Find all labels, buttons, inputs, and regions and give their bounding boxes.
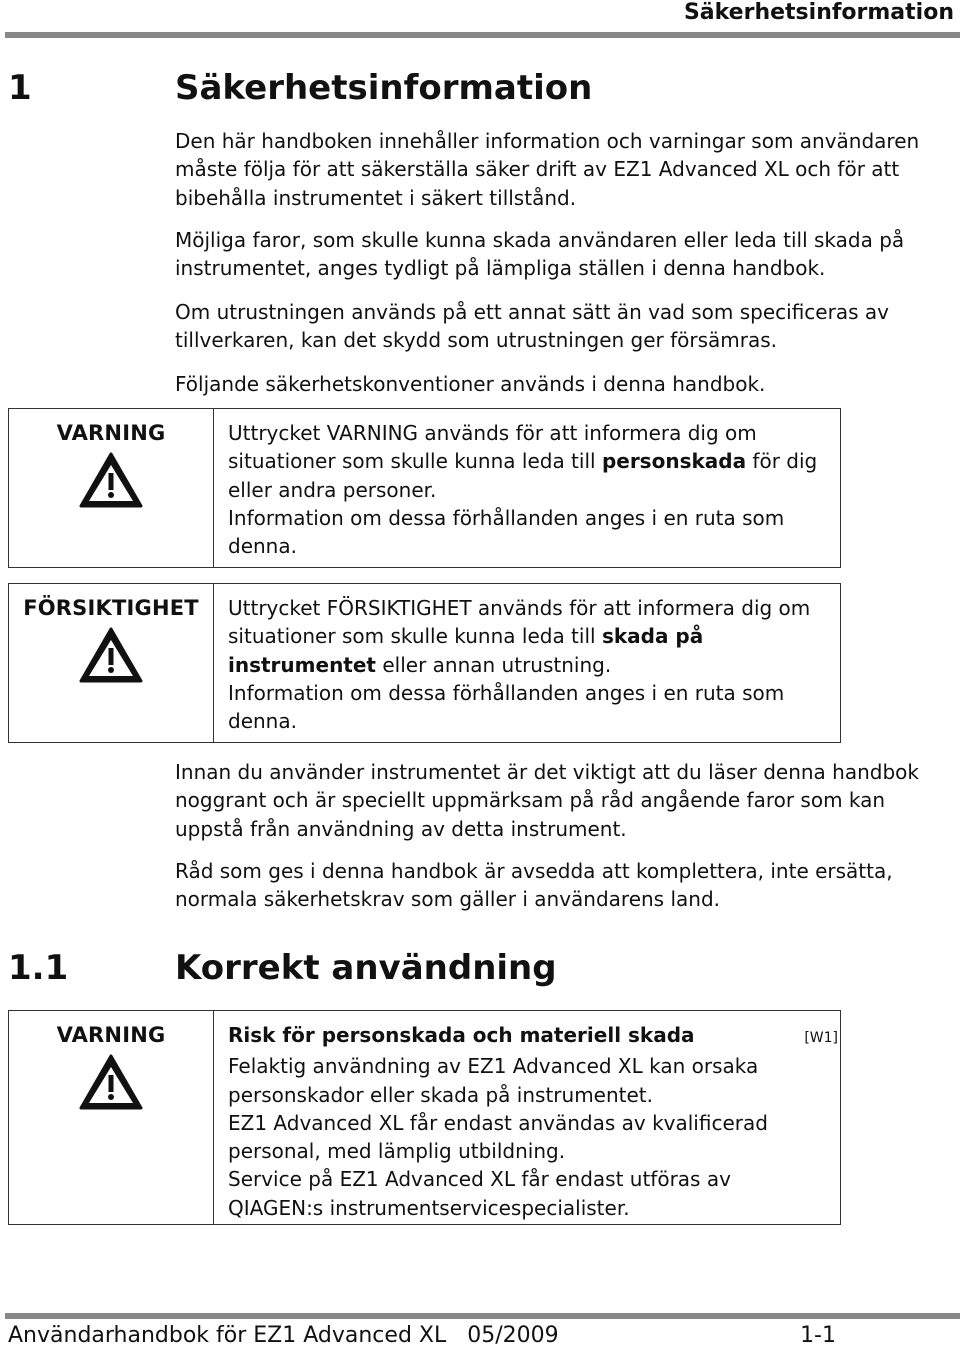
callout-body xyxy=(214,584,840,742)
callout-label-cell xyxy=(9,1011,214,1224)
outro-paragraph: Innan du använder instrumentet är det viktigt att du läser denna handbok noggrant och är speciellt uppmärksam på råd angående faror som kan uppstå från användning av detta instrument. xyxy=(175,760,919,841)
warning-callout xyxy=(8,408,841,568)
callout-label: VARNING xyxy=(56,421,166,445)
warning-triangle-icon xyxy=(78,626,144,684)
intro-paragraph: Möjliga faror, som skulle kunna skada användaren eller leda till skada på instrumentet, anges tydligt på lämpliga ställen i denna handbok. xyxy=(175,228,905,281)
callout-text xyxy=(228,594,828,679)
section-number: 1 xyxy=(8,68,32,108)
callout-line: EZ1 Advanced XL får endast användas av kvalificerad personal, med lämplig utbildning. xyxy=(228,1110,768,1164)
callout-label-cell xyxy=(9,409,214,567)
callout-text-start: Uttrycket VARNING används för att informera dig om situationer som skulle kunna leda till xyxy=(228,421,757,474)
subsection-number: 1.1 xyxy=(8,948,69,988)
callout-note: Information om dessa förhållanden anges i en ruta som denna. xyxy=(228,680,785,734)
callout-line: Felaktig användning av EZ1 Advanced XL kan orsaka personskador eller skada på instrumentet. xyxy=(228,1054,759,1107)
callout-text xyxy=(228,419,828,504)
callout-label-cell xyxy=(9,584,214,742)
footer-rule xyxy=(5,1313,960,1319)
callout-body xyxy=(214,1011,840,1224)
callout-line: Service på EZ1 Advanced XL får endast utföras av QIAGEN:s instrumentservicespecialister. xyxy=(228,1167,731,1220)
running-header: Säkerhetsinformation xyxy=(683,0,954,25)
subsection-title: Korrekt användning xyxy=(175,948,557,988)
callout-label: VARNING xyxy=(56,1023,166,1047)
callout-note: Information om dessa förhållanden anges i en ruta som denna. xyxy=(228,505,785,559)
callout-text-end: eller annan utrustning. xyxy=(376,652,612,677)
callout-text-end: för dig eller andra personer. xyxy=(228,449,818,502)
callout-heading-row xyxy=(228,1021,838,1052)
caution-callout xyxy=(8,583,841,743)
callout-text-start: Uttrycket FÖRSIKTIGHET används för att informera dig om situationer som skulle kunna leda till xyxy=(228,596,811,649)
warning-triangle-icon xyxy=(78,451,144,509)
header-rule xyxy=(5,32,960,38)
intro-paragraph: Den här handboken innehåller information och varningar som användaren måste följa för att säkerställa säker drift av EZ1 Advanced XL och för att bibehålla instrumentet i säkert tillstånd. xyxy=(175,129,920,210)
section-title: Säkerhetsinformation xyxy=(175,68,593,108)
callout-label: FÖRSIKTIGHET xyxy=(23,596,199,620)
outro-paragraph: Råd som ges i denna handbok är avsedda att komplettera, inte ersätta, normala säkerhetskrav som gäller i användarens land. xyxy=(175,859,893,912)
callout-heading: Risk för personskada och materiell skada xyxy=(228,1023,695,1047)
footer-text: Användarhandbok för EZ1 Advanced XL 05/2009 xyxy=(8,1323,559,1348)
warning-triangle-icon xyxy=(78,1053,144,1111)
callout-body xyxy=(214,409,840,567)
callout-reference: [W1] xyxy=(804,1030,838,1046)
callout-text-bold: personskada xyxy=(601,449,747,474)
intro-paragraph: Om utrustningen används på ett annat sätt än vad som specificeras av tillverkaren, kan det skydd som utrustningen ger försämras. xyxy=(175,300,889,353)
intro-paragraph: Följande säkerhetskonventioner används i denna handbok. xyxy=(175,372,766,396)
page-number: 1-1 xyxy=(800,1323,836,1348)
w1-callout xyxy=(8,1010,841,1225)
callout-text-bold: skada på instrumentet xyxy=(228,624,704,677)
